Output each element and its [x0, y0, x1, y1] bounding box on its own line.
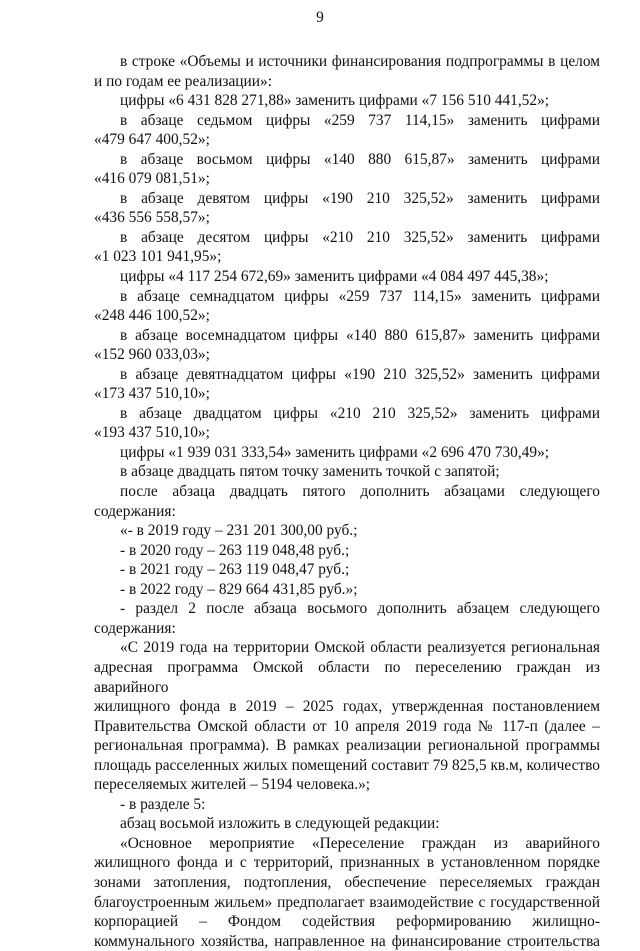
text-line: «1 023 101 941,95»;	[94, 248, 222, 266]
text-line: - в 2022 году – 829 664 431,85 руб.»;	[120, 580, 358, 598]
text-line: в строке «Объемы и источники финансирования подпрограммы в целом	[120, 53, 600, 70]
text-line: «479 647 400,52»;	[94, 131, 210, 149]
text-line: - в 2020 году – 263 119 048,48 руб.;	[120, 541, 350, 559]
text-line: «С 2019 года на территории Омской области реализуется региональная	[120, 639, 600, 657]
text-line: жилищного фонда и с территорий, признанных в установленном порядке	[94, 854, 600, 872]
text-line: - раздел 2 после абзаца восьмого дополнить абзацем следующего	[120, 600, 600, 618]
text-line: в абзаце семнадцатом цифры «259 737 114,15» заменить цифрами	[120, 287, 600, 305]
text-line: цифры «4 117 254 672,69» заменить цифрами «4 084 497 445,38»;	[120, 268, 549, 286]
text-line: «436 556 558,57»;	[94, 209, 210, 227]
text-line: в абзаце двадцатом цифры «210 210 325,52» заменить цифрами	[120, 404, 600, 422]
text-line: в абзаце седьмом цифры «259 737 114,15» заменить цифрами	[120, 111, 600, 129]
text-line: коммунального хозяйства, направленное на финансирование строительства	[94, 932, 600, 950]
text-line: «Основное мероприятие «Переселение граждан из аварийного	[120, 834, 600, 852]
document-body	[94, 52, 600, 951]
text-line: жилищного фонда в 2019 – 2025 годах, утвержденная постановлением	[94, 698, 600, 716]
text-line: цифры «6 431 828 271,88» заменить цифрами «7 156 510 441,52»;	[120, 92, 550, 110]
text-line: зонами затопления, подтопления, обеспечение переселяемых граждан	[94, 873, 600, 891]
text-line: - в 2021 году – 263 119 048,47 руб.;	[120, 561, 350, 579]
text-line: благоустроенным жильем» предполагает взаимодействие с государственной	[94, 893, 600, 911]
text-line: переселяемых жителей – 5194 человека.»;	[94, 776, 371, 794]
text-line: и по годам ее реализации»:	[94, 72, 272, 90]
text-line: цифры «1 939 031 333,54» заменить цифрами «2 696 470 730,49»;	[120, 443, 550, 461]
text-line: «- в 2019 году – 231 201 300,00 руб.;	[120, 522, 358, 540]
text-line: в абзаце двадцать пятом точку заменить точкой с запятой;	[120, 463, 500, 481]
text-line: в абзаце восемнадцатом цифры «140 880 615,87» заменить цифрами	[120, 326, 600, 344]
page-number: 9	[316, 9, 324, 26]
text-line: в абзаце восьмом цифры «140 880 615,87» заменить цифрами	[120, 150, 600, 168]
text-line: «248 446 100,52»;	[94, 307, 210, 325]
text-line: региональная программа). В рамках реализации региональной программы	[94, 737, 600, 755]
text-line: площадь расселенных жилых помещений составит 79 825,5 кв.м, количество	[94, 756, 600, 774]
text-line: «193 437 510,10»;	[94, 424, 210, 442]
text-line: «416 079 081,51»;	[94, 170, 210, 188]
text-line: «152 960 033,03»;	[94, 346, 210, 364]
text-line: адресная программа Омской области по переселению граждан из аварийного	[94, 658, 600, 696]
text-line: содержания:	[94, 502, 176, 520]
text-line: после абзаца двадцать пятого дополнить абзацами следующего	[120, 483, 600, 501]
text-line: содержания:	[94, 619, 176, 637]
text-line: - в разделе 5:	[120, 795, 206, 813]
text-line: абзац восьмой изложить в следующей редакции:	[120, 815, 440, 833]
text-line: «173 437 510,10»;	[94, 385, 210, 403]
text-line: корпорацией – Фондом содействия реформированию жилищно-	[94, 913, 600, 931]
text-line: Правительства Омской области от 10 апреля 2019 года № 117-п (далее –	[94, 717, 600, 735]
text-line: в абзаце десятом цифры «210 210 325,52» заменить цифрами	[120, 228, 600, 246]
text-line: в абзаце девятом цифры «190 210 325,52» заменить цифрами	[120, 189, 600, 207]
text-line: в абзаце девятнадцатом цифры «190 210 325,52» заменить цифрами	[120, 365, 600, 383]
